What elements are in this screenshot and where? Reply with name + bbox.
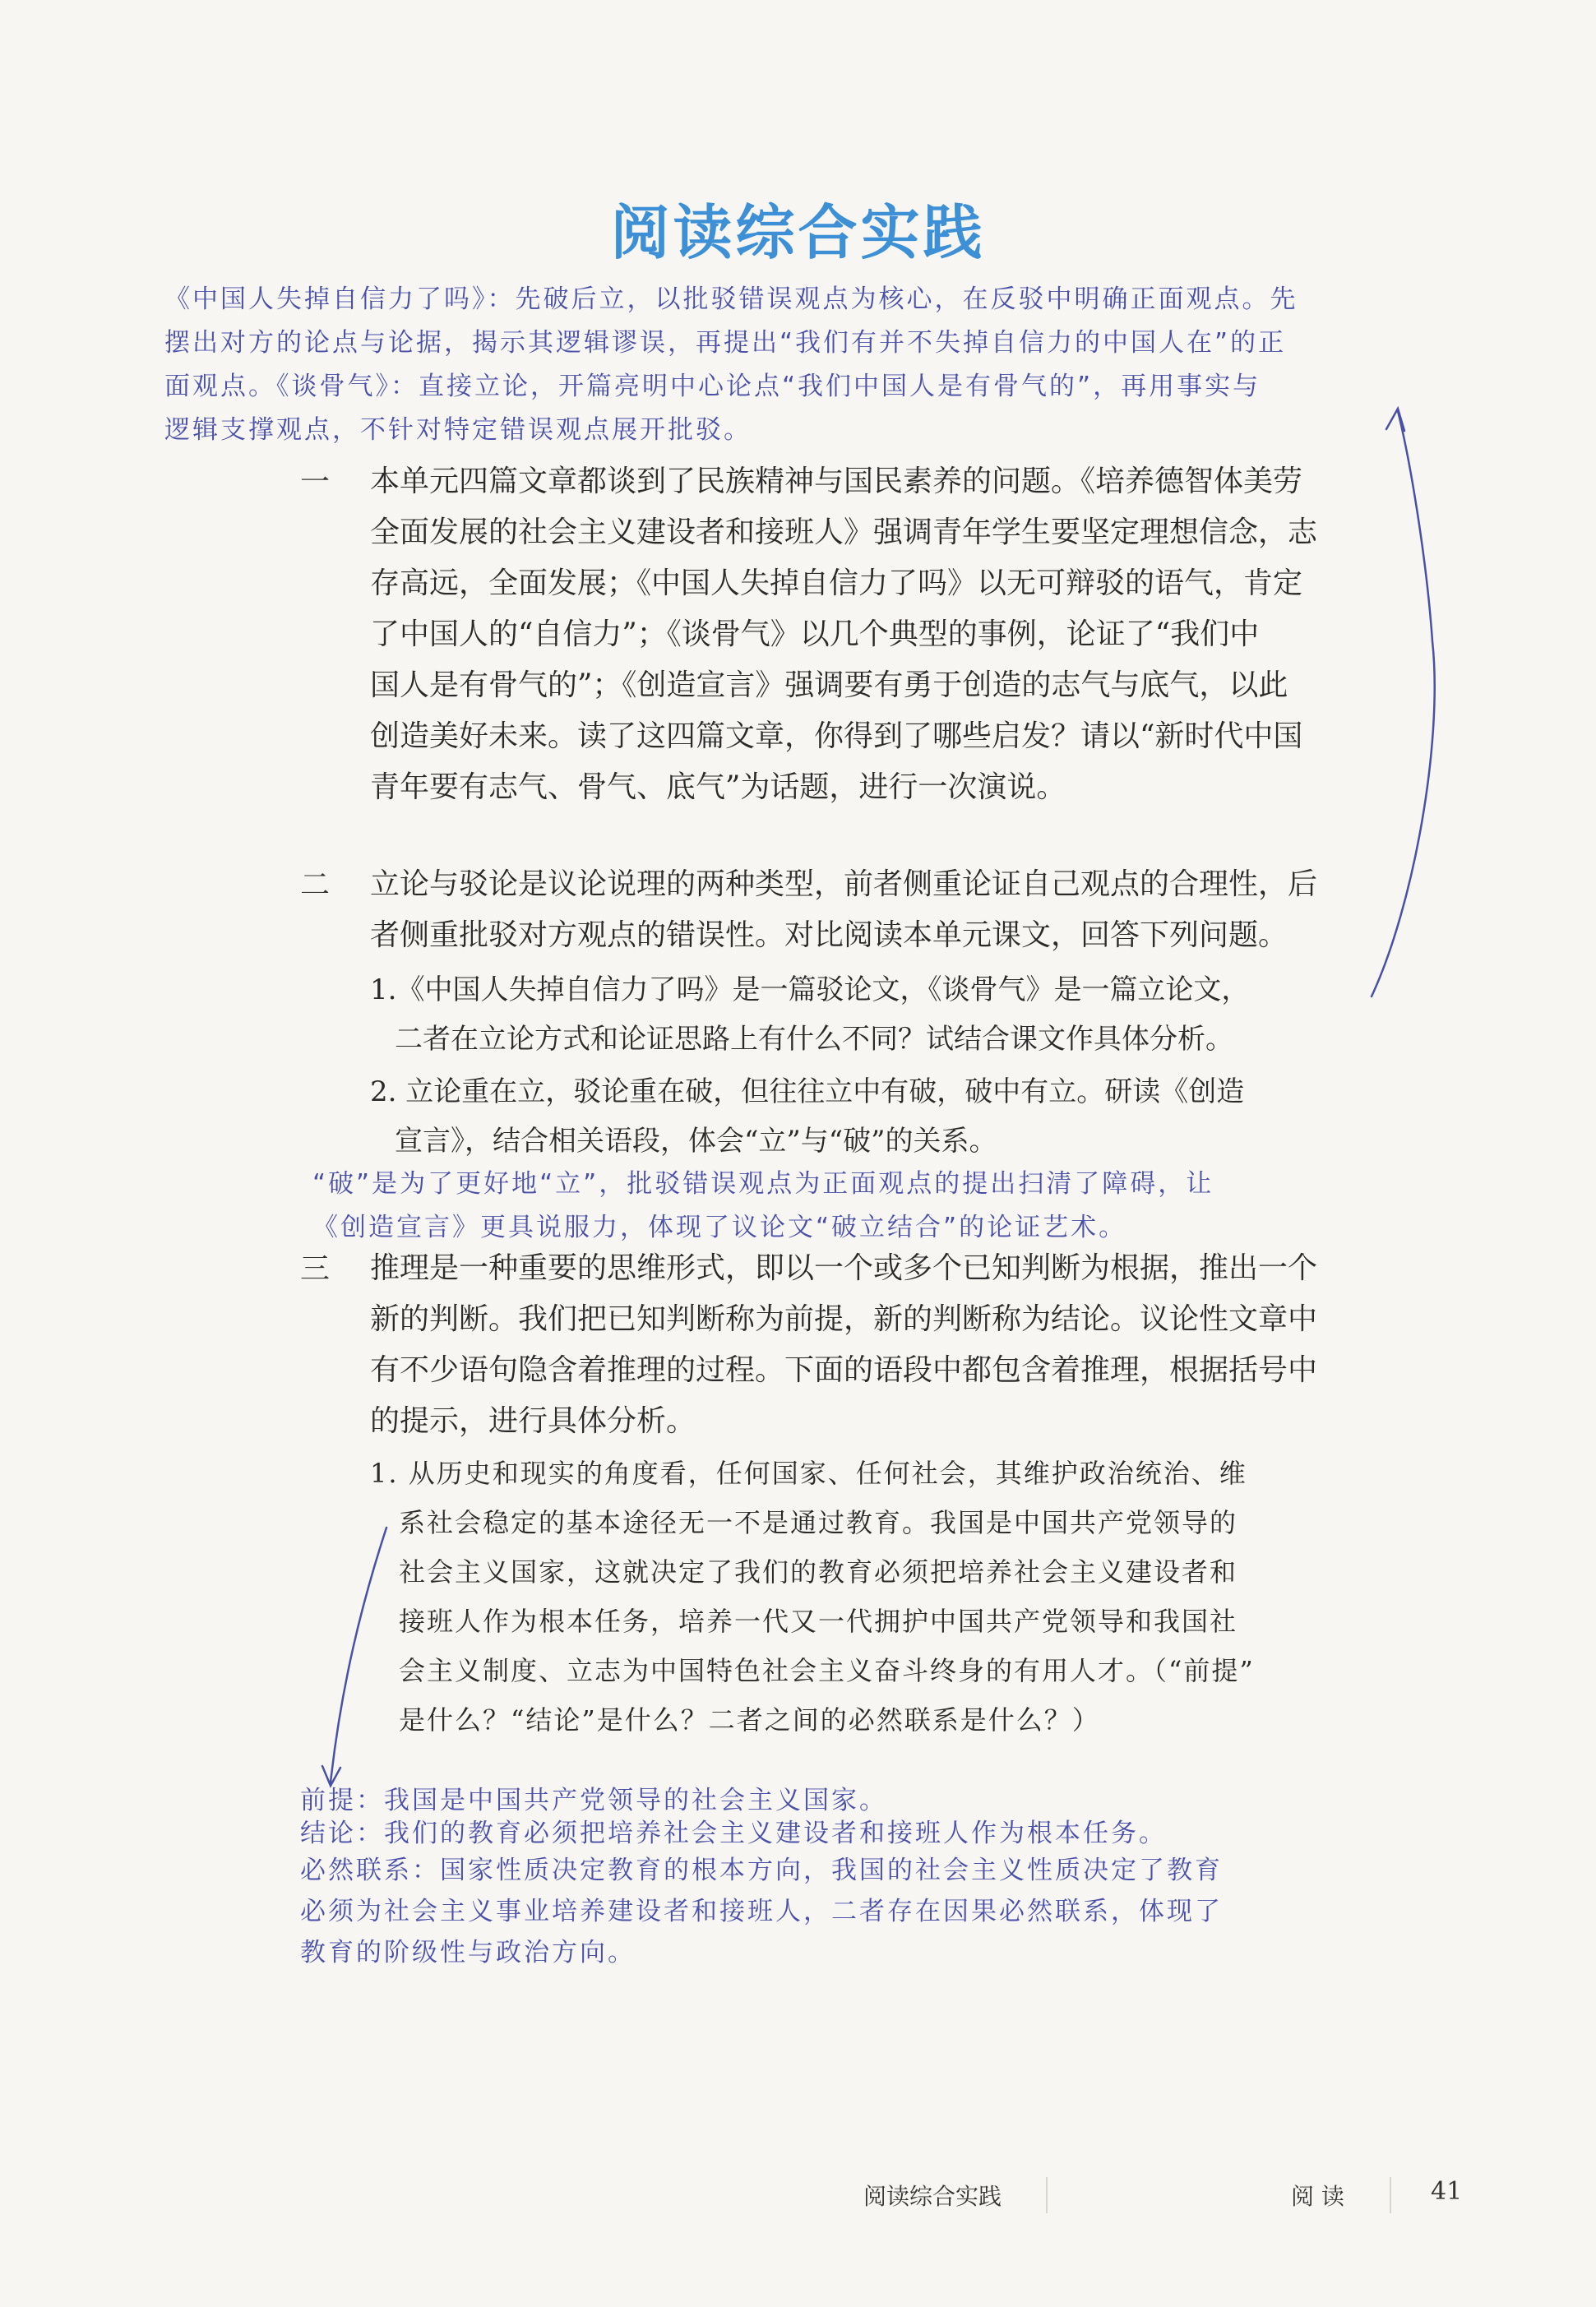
note-line: 必须为社会主义事业培养建设者和接班人，二者存在因果必然联系，体现了	[300, 1897, 1223, 1926]
text-line: 1.《中国人失掉自信力了吗》是一篇驳论文，《谈骨气》是一篇立论文，	[370, 973, 1250, 1006]
note-line: 面观点。《谈骨气》：直接立论，开篇亮明中心论点“我们中国人是有骨气的”，再用事实与	[164, 372, 1261, 401]
text-line: 全面发展的社会主义建设者和接班人》强调青年学生要坚定理想信念，志	[370, 515, 1318, 549]
text-line: 立论与驳论是议论说理的两种类型，前者侧重论证自己观点的合理性，后	[370, 867, 1318, 901]
text-line: 1. 从历史和现实的角度看，任何国家、任何社会，其维护政治统治、维	[370, 1458, 1247, 1489]
text-line: 会主义制度、立志为中国特色社会主义奋斗终身的有用人才。（“前提”	[399, 1655, 1255, 1686]
text-line: 接班人作为根本任务，培养一代又一代拥护中国共产党领导和我国社	[399, 1606, 1238, 1637]
note-line: 逻辑支撑观点，不针对特定错误观点展开批驳。	[164, 415, 752, 445]
text-line: 是什么？“结论”是什么？二者之间的必然联系是什么？）	[399, 1704, 1100, 1736]
note-line: 摆出对方的论点与论据，揭示其逻辑谬误，再提出“我们有并不失掉自信力的中国人在”的正	[164, 328, 1287, 358]
arrow-left-down	[331, 1528, 386, 1782]
page-title: 阅读综合实践	[610, 198, 986, 267]
page-number: 41	[1431, 2177, 1463, 2206]
footer-section-name: 阅读综合实践	[863, 2183, 1002, 2210]
note-line: 前提：我国是中国共产党领导的社会主义国家。	[300, 1786, 887, 1815]
text-line: 本单元四篇文章都谈到了民族精神与国民素养的问题。《培养德智体美劳	[370, 465, 1303, 498]
section-number-2: 二	[300, 868, 331, 902]
text-line: 推理是一种重要的思维形式，即以一个或多个已知判断为根据，推出一个	[370, 1251, 1318, 1285]
footer-divider	[1390, 2177, 1391, 2213]
note-line: 教育的阶级性与政治方向。	[300, 1938, 636, 1967]
text-line: 青年要有志气、骨气、底气”为话题，进行一次演说。	[370, 770, 1066, 804]
section-number-3: 三	[300, 1252, 331, 1286]
text-line: 二者在立论方式和论证思路上有什么不同？试结合课文作具体分析。	[395, 1023, 1233, 1056]
text-line: 系社会稳定的基本途径无一不是通过教育。我国是中国共产党领导的	[399, 1507, 1238, 1538]
text-line: 社会主义国家，这就决定了我们的教育必须把培养社会主义建设者和	[399, 1556, 1238, 1588]
footer-category: 阅 读	[1291, 2183, 1344, 2210]
text-line: 的提示，进行具体分析。	[370, 1404, 696, 1438]
text-line: 2. 立论重在立，驳论重在破，但往往立中有破，破中有立。研读《创造	[370, 1075, 1245, 1108]
text-line: 存高远，全面发展；《中国人失掉自信力了吗》以无可辩驳的语气，肯定	[370, 566, 1303, 600]
note-line: 必然联系：国家性质决定教育的根本方向，我国的社会主义性质决定了教育	[300, 1856, 1223, 1885]
text-line: 创造美好未来。读了这四篇文章，你得到了哪些启发？请以“新时代中国	[370, 719, 1303, 753]
text-line: 者侧重批驳对方观点的错误性。对比阅读本单元课文，回答下列问题。	[370, 918, 1288, 952]
text-line: 宣言》，结合相关语段，体会“立”与“破”的关系。	[395, 1125, 997, 1158]
text-line: 了中国人的“自信力”；《谈骨气》以几个典型的事例，论证了“我们中	[370, 617, 1260, 651]
arrow-right-up	[1372, 411, 1435, 996]
footer-divider	[1046, 2177, 1048, 2213]
text-line: 国人是有骨气的”；《创造宣言》强调要有勇于创造的志气与底气，以此	[370, 668, 1288, 702]
note-line: “破”是为了更好地“立”，批驳错误观点为正面观点的提出扫清了障碍，让	[312, 1169, 1214, 1199]
section-number-1: 一	[300, 465, 331, 499]
note-line: 《创造宣言》更具说服力，体现了议论文“破立结合”的论证艺术。	[312, 1213, 1127, 1242]
text-line: 新的判断。我们把已知判断称为前提，新的判断称为结论。议论性文章中	[370, 1302, 1318, 1336]
text-line: 有不少语句隐含着推理的过程。下面的语段中都包含着推理，根据括号中	[370, 1353, 1318, 1387]
note-line: 结论：我们的教育必须把培养社会主义建设者和接班人作为根本任务。	[300, 1819, 1167, 1848]
note-line: 《中国人失掉自信力了吗》：先破后立，以批驳错误观点为核心，在反驳中明确正面观点。先	[164, 284, 1298, 314]
